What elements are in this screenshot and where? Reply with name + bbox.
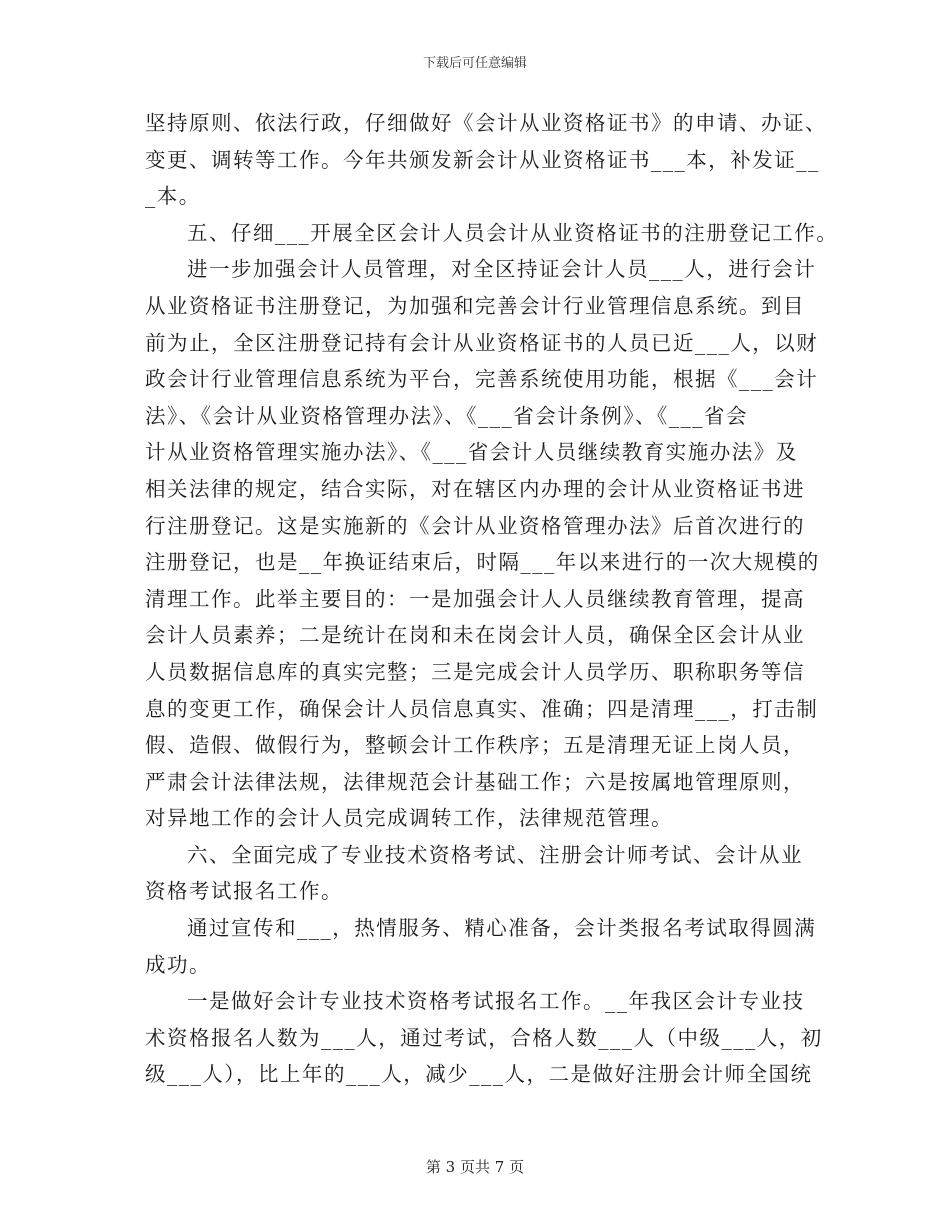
text-line: 坚持原则、依法行政，仔细做好《会计从业资格证书》的申请、办证、 [145, 111, 827, 135]
page-number: 第 3 页共 7 页 [425, 1158, 525, 1176]
text-line: 法》、《会计从业资格管理办法》、《___省会计条例》、《___省会 [145, 403, 748, 428]
text-line: 通过宣传和___，热情服务、精心准备，会计类报名考试取得圆满 [187, 916, 817, 941]
text-line: 政会计行业管理信息系统为平台，完善系统使用功能，根据《___会计 [145, 367, 819, 392]
text-line: 对异地工作的会计人员完成调转工作，法律规范管理。 [145, 806, 673, 831]
section-heading: 六、全面完成了专业技术资格考试、注册会计师考试、会计从业 [187, 842, 803, 867]
section-heading: 五、仔细___开展全区会计人员会计从业资格证书的注册登记工作。 [187, 220, 839, 245]
text-line: 相关法律的规定，结合实际，对在辖区内办理的会计从业资格证书进 [145, 476, 805, 501]
text-line: 进一步加强会计人员管理，对全区持证会计人员___人，进行会计 [187, 257, 817, 282]
text-line: 变更、调转等工作。今年共颁发新会计从业资格证书___本，补发证__ [145, 147, 820, 172]
text-line: 成功。 [145, 952, 211, 977]
document-body [145, 105, 839, 1093]
text-line: 会计人员素养；二是统计在岗和未在岗会计人员，确保全区会计从业 [145, 623, 805, 648]
text-line: 级___人），比上年的___人，减少___人，二是做好注册会计师全国统 [145, 1062, 813, 1087]
text-line: _本。 [145, 184, 201, 209]
text-line: 清理工作。此举主要目的：一是加强会计人人员继续教育管理，提高 [145, 586, 805, 611]
text-line: 资格考试报名工作。 [145, 879, 343, 904]
text-line: 前为止，全区注册登记持有会计从业资格证书的人员已近___人，以财 [145, 330, 819, 355]
text-line: 假、造假、做假行为，整顿会计工作秩序；五是清理无证上岗人员， [145, 733, 805, 758]
text-line: 术资格报名人数为___人，通过考试，合格人数___人（中级___人，初 [145, 1025, 823, 1050]
text-line: 计从业资格管理实施办法》、《___省会计人员继续教育实施办法》及 [145, 440, 798, 465]
text-line: 一是做好会计专业技术资格考试报名工作。__年我区会计专业技 [187, 989, 805, 1014]
text-line: 人员数据信息库的真实完整；三是完成会计人员学历、职称职务等信 [145, 659, 805, 684]
text-line: 注册登记，也是__年换证结束后，时隔___年以来进行的一次大规模的 [145, 550, 820, 575]
text-line: 息的变更工作，确保会计人员信息真实、准确；四是清理___，打击制 [145, 696, 819, 721]
text-line: 严肃会计法律法规，法律规范会计基础工作；六是按属地管理原则， [145, 769, 805, 794]
page-header: 下载后可任意编辑 [422, 56, 527, 71]
text-line: 行注册登记。这是实施新的《会计从业资格管理办法》后首次进行的 [145, 513, 805, 538]
text-line: 从业资格证书注册登记，为加强和完善会计行业管理信息系统。到目 [145, 293, 805, 318]
